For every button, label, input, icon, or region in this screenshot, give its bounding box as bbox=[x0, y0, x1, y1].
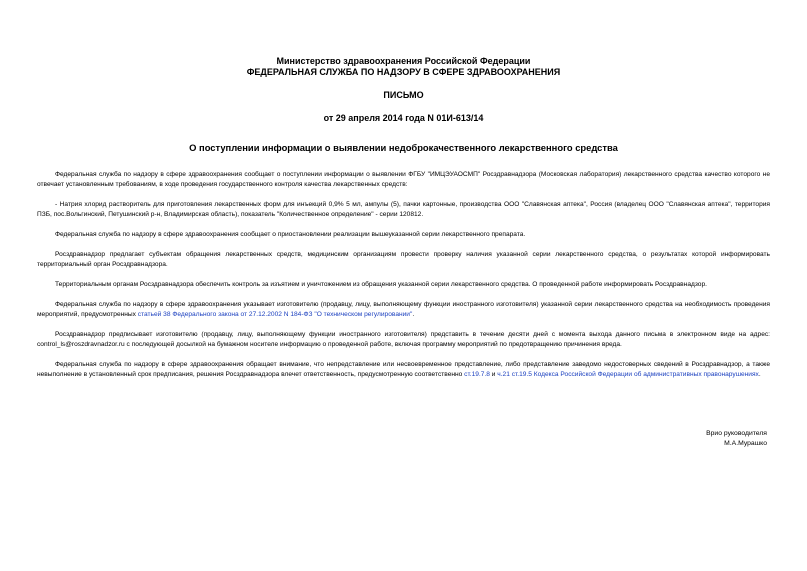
document-title: О поступлении информации о выявлении недоброкачественного лекарственного средства bbox=[189, 142, 618, 153]
service-name: ФЕДЕРАЛЬНАЯ СЛУЖБА ПО НАДЗОРУ В СФЕРЕ ЗДРАВООХРАНЕНИЯ bbox=[246, 67, 561, 77]
paragraph-8 bbox=[37, 360, 770, 380]
law-article-link[interactable]: статьей 38 Федерального закона от 27.12.2002 N 184-ФЗ "О техническом регулировании" bbox=[137, 311, 413, 318]
paragraph-3: Федеральная служба по надзору в сфере здравоохранения сообщает о приостановлении реализации вышеуказанной серии лекарственного препарата. bbox=[55, 231, 526, 238]
paragraph-7: Росздравнадзор предписывает изготовителю (продавцу, лицу, выполняющему функции иностранного изготовителя) представить в течение десяти дней с момента выхода данного письма в электронном виде на адрес: control_ls@roszdravnadzor.ru с последующей досылкой на бумажном носителе информацию о проведенной работе, включая программу мероприятий по предотвращению причинения вреда. bbox=[37, 331, 770, 348]
paragraph-5: Территориальным органам Росздравнадзора обеспечить контроль за изъятием и уничтожением из обращения указанной серии лекарственного средства. О проведенной работе информировать Росздравнадзор. bbox=[55, 281, 707, 288]
signature-block bbox=[706, 429, 767, 449]
paragraph-8-end: . bbox=[758, 371, 761, 378]
document-type: ПИСЬМО bbox=[383, 90, 424, 100]
signatory-position: Врио руководителя bbox=[706, 430, 767, 437]
paragraph-2: - Натрия хлорид растворитель для приготовления лекарственных форм для инъекций 0,9% 5 мл, ампулы (5), пачки картонные, производства ООО "Славянская аптека", Россия (владелец ООО "Славянская аптека", территория ПЗБ, пос.Вольгинский, Петушинский р-н, Владимирская область), показатель "Количественное определение" - серии 120812. bbox=[37, 201, 770, 218]
document-date-number: от 29 апреля 2014 года N 01И-613/14 bbox=[323, 113, 484, 123]
code-article-link-2[interactable]: ч.21 ст.19.5 Кодекса Российской Федерации об административных правонарушениях bbox=[497, 371, 759, 378]
paragraph-6-end: . bbox=[412, 311, 415, 318]
paragraph-8-mid: и bbox=[489, 371, 498, 378]
paragraph-6 bbox=[37, 300, 770, 320]
document-body bbox=[37, 170, 770, 390]
paragraph-4: Росздравнадзор предлагает субъектам обращения лекарственных средств, медицинским организациям провести проверку наличия указанной серии лекарственного средства, о результатах которой информировать территориальный орган Росздравнадзора. bbox=[37, 251, 770, 268]
signatory-name: М.А.Мурашко bbox=[724, 440, 767, 447]
paragraph-8-text: Федеральная служба по надзору в сфере здравоохранения обращает внимание, что непредставление или несвоевременное представление, либо представление заведомо недостоверных сведений в Росздравнадзор, а также невыполнение в установленный срок предписания, решения Росздравнадзора влечет ответственность, предусмотренную соответственно bbox=[37, 361, 770, 378]
paragraph-1: Федеральная служба по надзору в сфере здравоохранения сообщает о поступлении информации о выявлении ФГБУ "ИМЦЭУАОСМП" Росздравнадзора (Московская лаборатория) лекарственного средства качество которого не отвечает установленным требованиям, в ходе проведения государственного контроля качества лекарственных средств: bbox=[37, 171, 770, 188]
code-article-link-1[interactable]: ст.19.7.8 bbox=[464, 371, 490, 378]
ministry-name: Министерство здравоохранения Российской Федерации bbox=[276, 56, 531, 66]
paragraph-6-text: Федеральная служба по надзору в сфере здравоохранения указывает изготовителю (продавцу, лицу, выполняющему функции иностранного изготовителя) указанной серии лекарственного средства на необходимость проведения мероприятий, предусмотренных bbox=[37, 301, 770, 318]
document-header bbox=[0, 56, 807, 124]
